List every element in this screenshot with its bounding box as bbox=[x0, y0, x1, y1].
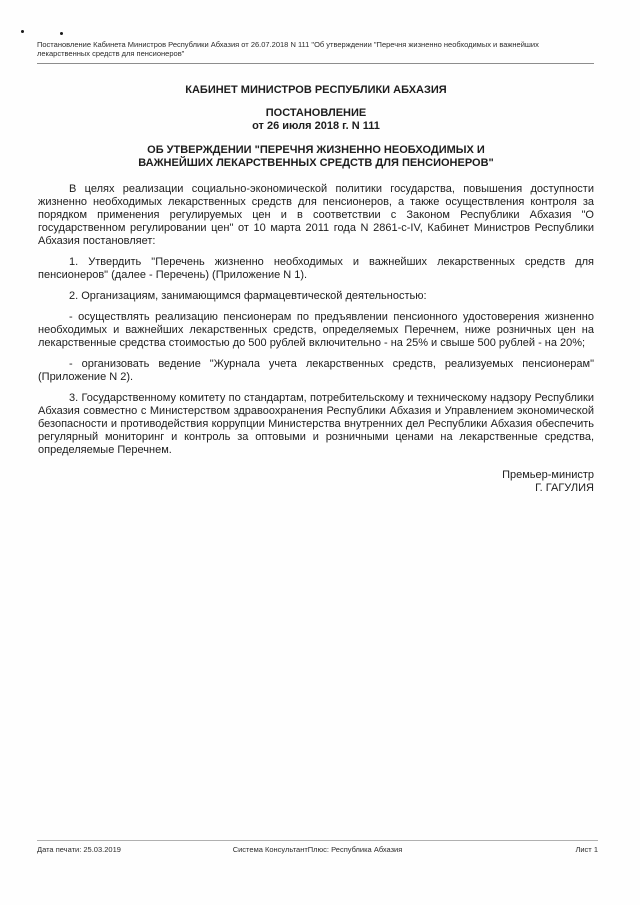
item-1-paragraph: 1. Утвердить "Перечень жизненно необходимых и важнейших лекарственных средств для пенсионеров" (далее - Перечень) (Приложение N 1). bbox=[38, 256, 594, 281]
footer-print-date: Дата печати: 25.03.2019 bbox=[37, 845, 121, 854]
footer-sheet-number: Лист 1 bbox=[575, 845, 598, 854]
item-3-paragraph: 3. Государственному комитету по стандартам, потребительскому и техническому надзору Республики Абхазия совместно с Министерством здравоохранения Республики Абхазия и Управлением экономической безопасности и противодействия коррупции Министерства внутренних дел Республики Абхазия обеспечить регулярный мониторинг и контроль за оптовыми и розничными ценами на лекарственные средства, определяемые Перечнем. bbox=[38, 392, 594, 456]
document-type: ПОСТАНОВЛЕНИЕ bbox=[265, 107, 367, 119]
item-2-bullet-2: - организовать ведение "Журнала учета лекарственных средств, реализуемых пенсионерам" (Приложение N 2). bbox=[38, 358, 594, 383]
document-footer bbox=[37, 840, 598, 854]
document-date-number: от 26 июля 2018 г. N 111 bbox=[252, 120, 380, 132]
scan-mark bbox=[60, 32, 63, 35]
signature-name: Г. ГАГУЛИЯ bbox=[535, 482, 594, 494]
document-header-caption: Постановление Кабинета Министров Республики Абхазия от 26.07.2018 N 111 "Об утверждении "Перечня жизненно необходимых и важнейших лекарственных средств для пенсионеров" bbox=[37, 40, 539, 58]
footer-system-label: Система КонсультантПлюс: Республика Абхазия bbox=[232, 845, 403, 854]
document-header bbox=[37, 40, 594, 64]
preamble-paragraph: В целях реализации социально-экономической политики государства, повышения доступности жизненно необходимых лекарственных средств для пенсионеров, а также осуществления контроля за порядком применения регулируемых цен и в соответствии с Законом Республики Абхазия "О государственном регулировании цен" от 10 марта 2011 года N 2861-с-IV, Кабинет Министров Республики Абхазия постановляет: bbox=[38, 183, 594, 247]
document-body bbox=[38, 84, 594, 495]
document-title: ОБ УТВЕРЖДЕНИИ "ПЕРЕЧНЯ ЖИЗНЕННО НЕОБХОДИМЫХ И ВАЖНЕЙШИХ ЛЕКАРСТВЕННЫХ СРЕДСТВ ДЛЯ ПЕНСИОНЕРОВ" bbox=[138, 144, 494, 169]
signature-block bbox=[38, 469, 594, 495]
item-2-paragraph: 2. Организациям, занимающимся фармацевтической деятельностью: bbox=[69, 290, 427, 302]
item-2-bullet-1: - осуществлять реализацию пенсионерам по предъявлении пенсионного удостоверения жизненно необходимых и важнейших лекарственных средств, определяемых Перечнем, ниже розничных цен на лекарственные средства стоимостью до 500 рублей включительно - на 25% и свыше 500 рублей - на 20%; bbox=[38, 311, 594, 349]
signature-position: Премьер-министр bbox=[502, 469, 594, 481]
issuing-authority: КАБИНЕТ МИНИСТРОВ РЕСПУБЛИКИ АБХАЗИЯ bbox=[185, 84, 447, 96]
scan-mark bbox=[21, 30, 24, 33]
